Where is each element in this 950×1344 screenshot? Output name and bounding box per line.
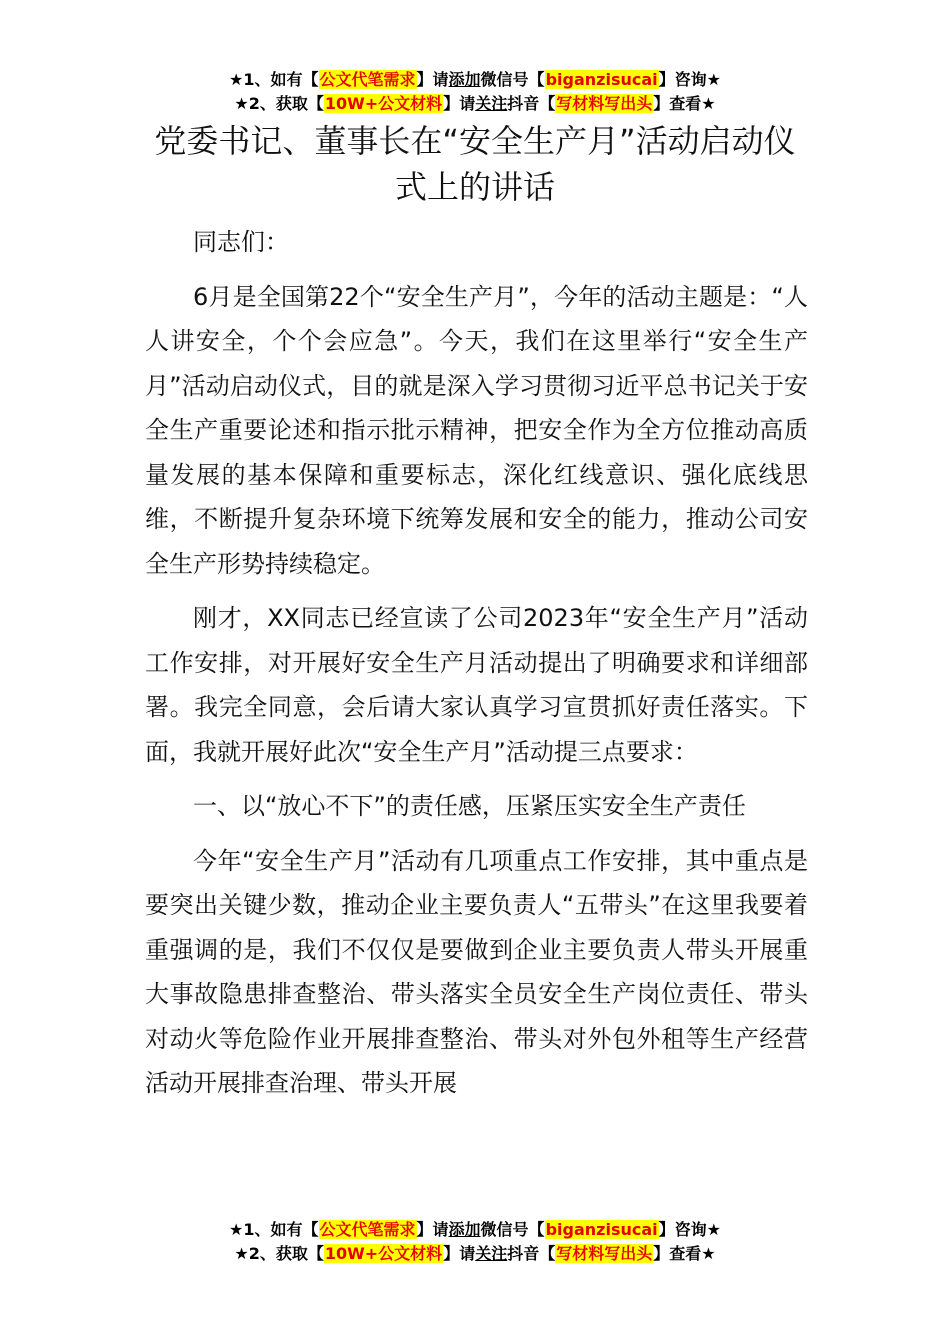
banner-text: 】查看★ [653,94,716,113]
banner-text: ★2、获取【 [234,94,324,113]
banner-text: 】请 [443,1244,476,1263]
banner-text: 】咨询★ [658,70,721,89]
banner-text: 】请 [416,1220,449,1239]
banner-line-1 [0,1218,950,1242]
paragraph: 同志们： [193,228,289,256]
banner-highlight: 10W+公文材料 [324,1244,443,1263]
paragraph: 6月是全国第22个“安全生产月”，今年的活动主题是：“人人讲安全，个个会应急”。今天，我们在这里举行“安全生产月”活动启动仪式，目的就是深入学习贯彻习近平总书记关于安全生产重要论述和指示批示精神，把安全作为全方位推动高质量发展的基本保障和重要标志，深化红线意识、强化底线思维，不断提升复杂环境下统筹发展和安全的能力，推动公司安全生产形势持续稳定。 [145,282,808,578]
banner-underline: 关注 [475,94,508,113]
banner-highlight: 写材料写出头 [556,94,653,113]
paragraph: 刚才，XX同志已经宣读了公司2023年“安全生产月”活动工作安排，对开展好安全生产月活动提出了明确要求和详细部署。我完全同意，会后请大家认真学习宣贯抓好责任落实。下面，我就开展好此次“安全生产月”活动提三点要求： [145,604,808,766]
banner-highlight: 写材料写出头 [556,1244,653,1263]
banner-highlight: 公文代笔需求 [319,1220,416,1239]
section-heading: 一、以“放心不下”的责任感，压紧压实安全生产责任 [193,792,746,820]
banner-text: 】请 [443,94,476,113]
banner-highlight: 10W+公文材料 [324,94,443,113]
banner-text: 】咨询★ [658,1220,721,1239]
banner-line-2 [0,1242,950,1266]
paragraph: 今年“安全生产月”活动有几项重点工作安排，其中重点是要突出关键少数，推动企业主要负责人“五带头”在这里我要着重强调的是，我们不仅仅是要做到企业主要负责人带头开展重大事故隐患排查整治、带头落实全员安全生产岗位责任、带头对动火等危险作业开展排查整治、带头对外包外租等生产经营活动开展排查治理、带头开展 [145,846,808,1097]
banner-text: ★1、如有【 [229,1220,319,1239]
banner-text: 】查看★ [653,1244,716,1263]
banner-text: 抖音【 [507,1244,556,1263]
banner-highlight: 公文代笔需求 [319,70,416,89]
banner-text: ★1、如有【 [229,70,319,89]
banner-underline: 添加 [448,70,481,89]
banner-text: 微信号【 [480,70,545,89]
banner-text: ★2、获取【 [234,1244,324,1263]
banner-line-2 [0,92,950,116]
footer-banner [0,1218,950,1266]
document-title: 党委书记、董事长在“安全生产月”活动启动仪式上的讲话 [154,122,796,206]
banner-line-1 [0,68,950,92]
banner-text: 微信号【 [480,1220,545,1239]
banner-underline: 关注 [475,1244,508,1263]
banner-underline: 添加 [448,1220,481,1239]
header-banner [0,68,950,116]
banner-text: 抖音【 [507,94,556,113]
banner-highlight: biganzisucai [545,1220,658,1239]
document-body [145,220,808,1200]
banner-text: 】请 [416,70,449,89]
banner-highlight: biganzisucai [545,70,658,89]
